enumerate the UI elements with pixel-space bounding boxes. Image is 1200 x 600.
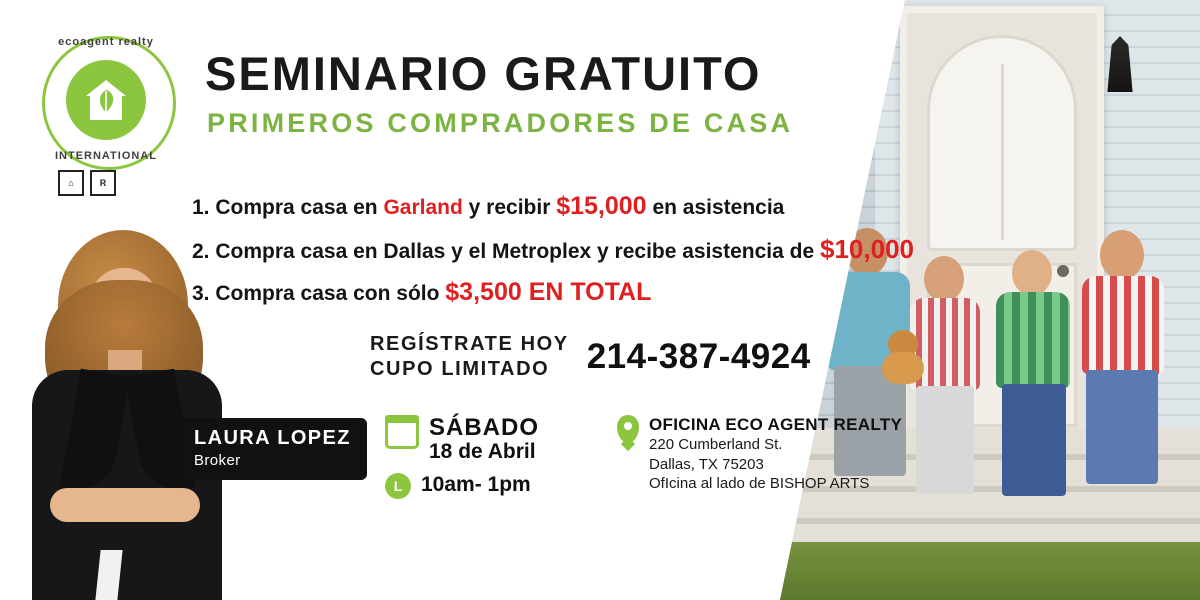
- list-item: [192, 278, 882, 307]
- bullet-text-post: en asistencia: [652, 196, 785, 219]
- page-title: SEMINARIO GRATUITO: [205, 47, 762, 100]
- calendar-icon: [385, 415, 419, 449]
- event-date: 18 de Abril: [429, 440, 536, 464]
- office-column: [617, 415, 902, 499]
- list-item: [192, 234, 914, 265]
- logo-bottom-text: INTERNATIONAL: [54, 150, 157, 162]
- date-row: [385, 415, 539, 463]
- bullet-text-pre: Compra casa con sólo: [215, 282, 440, 305]
- office-row: [617, 415, 902, 494]
- agent-role: Broker: [194, 452, 241, 469]
- office-address-line-1: 220 Cumberland St.: [649, 436, 783, 453]
- date-time-column: [385, 415, 539, 499]
- housing-badges: [58, 170, 116, 196]
- bullet-text-pre: Compra casa en: [215, 196, 378, 219]
- realtor-icon: R: [90, 170, 116, 196]
- leaf-house-icon: [82, 76, 130, 124]
- phone-number[interactable]: 214-387-4924: [586, 337, 811, 376]
- office-title: OFICINA ECO AGENT REALTY: [649, 415, 903, 434]
- event-details: [385, 415, 902, 499]
- clock-icon: L: [385, 473, 411, 499]
- bullet-highlight: Garland: [383, 196, 463, 219]
- office-address-line-3: OfIcina al lado de BISHOP ARTS: [649, 475, 870, 492]
- page-subtitle: PRIMEROS COMPRADORES DE CASA: [207, 108, 794, 138]
- bullet-amount: $3,500 EN TOTAL: [445, 278, 652, 306]
- office-texts: [649, 415, 902, 494]
- agent-photo: [10, 220, 255, 600]
- register-text: [370, 332, 569, 382]
- event-day: SÁBADO: [429, 414, 540, 441]
- bullet-text-pre: Compra casa en Dallas y el Metroplex y recibe asistencia de: [215, 240, 815, 263]
- bullet-amount: $15,000: [556, 192, 647, 220]
- bullet-text-mid: y recibir: [468, 196, 551, 219]
- location-pin-icon: [617, 415, 639, 443]
- agent-name-tag: [178, 418, 367, 480]
- time-row: [385, 473, 539, 499]
- register-line-2: CUPO LIMITADO: [370, 358, 550, 380]
- company-logo: [26, 30, 186, 188]
- equal-housing-opportunity-icon: ⌂: [58, 170, 84, 196]
- agent-arms: [50, 488, 200, 522]
- office-address-line-2: Dallas, TX 75203: [649, 455, 764, 473]
- bullet-number: 2.: [192, 240, 210, 263]
- registration-block: [370, 332, 811, 382]
- agent-name: LAURA LOPEZ: [194, 427, 351, 449]
- bullet-amount: $10,000: [820, 234, 914, 264]
- logo-top-text: ecoagent realty: [58, 36, 154, 48]
- date-texts: [429, 415, 539, 463]
- list-item: [192, 192, 882, 221]
- bullet-number: 1.: [192, 196, 210, 219]
- event-time: 10am- 1pm: [421, 473, 531, 497]
- register-line-1: REGÍSTRATE HOY: [370, 333, 569, 355]
- offer-list: [192, 192, 914, 320]
- bullet-number: 3.: [192, 282, 210, 305]
